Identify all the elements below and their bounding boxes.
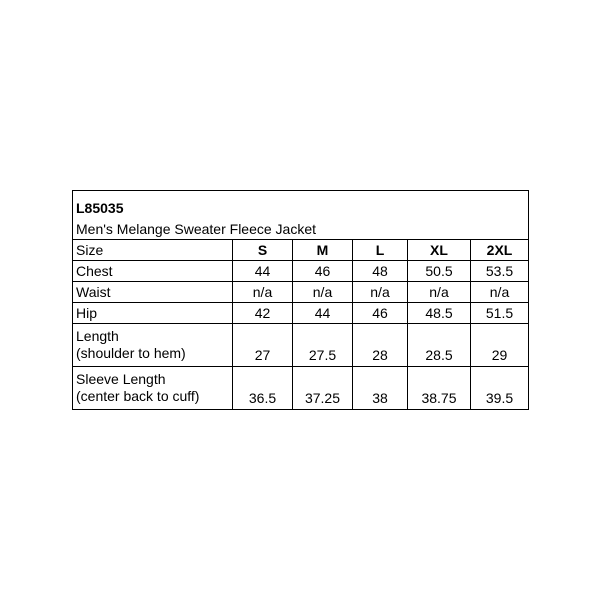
measurement-cell: 50.5: [408, 261, 471, 282]
row-label: [73, 367, 233, 410]
measurement-cell: 36.5: [233, 367, 293, 410]
measurement-cell: n/a: [233, 282, 293, 303]
row-label-main: Sleeve Length: [76, 371, 166, 387]
measurement-cell: 27: [233, 324, 293, 367]
size-header-xl: XL: [408, 240, 471, 261]
row-label: Chest: [73, 261, 233, 282]
row-label-detail: (center back to cuff): [76, 388, 200, 404]
measurement-cell: n/a: [471, 282, 529, 303]
measurement-cell: n/a: [408, 282, 471, 303]
row-label-main: Length: [76, 328, 119, 344]
table-row-length: [73, 324, 529, 367]
measurement-cell: 48.5: [408, 303, 471, 324]
size-header-m: M: [293, 240, 353, 261]
size-header-s: S: [233, 240, 293, 261]
measurement-cell: n/a: [293, 282, 353, 303]
size-header-label: Size: [73, 240, 233, 261]
measurement-cell: 29: [471, 324, 529, 367]
size-chart-table: [72, 190, 529, 410]
measurement-cell: 28: [353, 324, 408, 367]
product-name: Men's Melange Sweater Fleece Jacket: [73, 219, 529, 240]
table-row-hip: [73, 303, 529, 324]
measurement-cell: 46: [293, 261, 353, 282]
table-row-sleeve-length: [73, 367, 529, 410]
size-header-row: [73, 240, 529, 261]
measurement-cell: 37.25: [293, 367, 353, 410]
row-label: Waist: [73, 282, 233, 303]
measurement-cell: 38.75: [408, 367, 471, 410]
measurement-cell: 44: [293, 303, 353, 324]
measurement-cell: 46: [353, 303, 408, 324]
size-header-2xl: 2XL: [471, 240, 529, 261]
measurement-cell: 27.5: [293, 324, 353, 367]
measurement-cell: 53.5: [471, 261, 529, 282]
measurement-cell: 28.5: [408, 324, 471, 367]
row-label: [73, 324, 233, 367]
measurement-cell: 48: [353, 261, 408, 282]
style-number: L85035: [73, 191, 529, 220]
measurement-cell: 38: [353, 367, 408, 410]
size-header-l: L: [353, 240, 408, 261]
table-row-chest: [73, 261, 529, 282]
measurement-cell: n/a: [353, 282, 408, 303]
measurement-cell: 39.5: [471, 367, 529, 410]
table-row-waist: [73, 282, 529, 303]
row-label: Hip: [73, 303, 233, 324]
measurement-cell: 42: [233, 303, 293, 324]
measurement-cell: 51.5: [471, 303, 529, 324]
measurement-cell: 44: [233, 261, 293, 282]
row-label-detail: (shoulder to hem): [76, 345, 186, 361]
